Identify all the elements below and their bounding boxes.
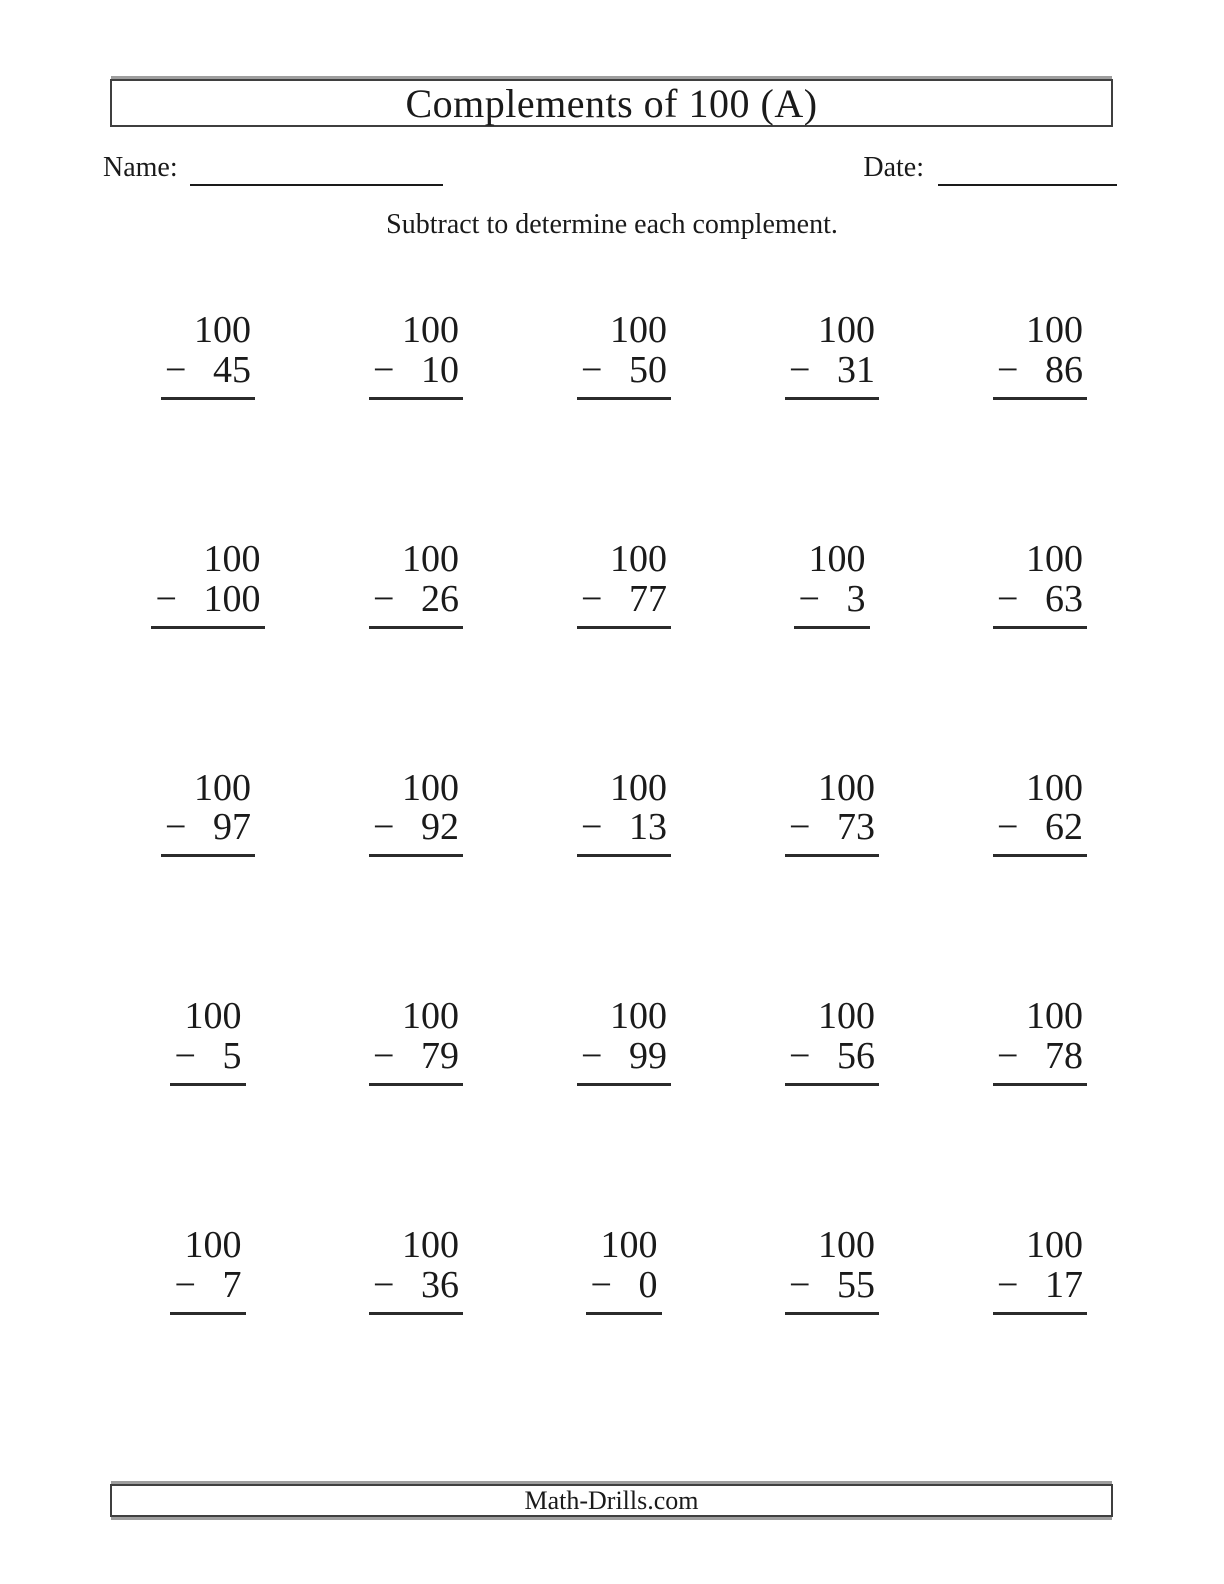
subtraction-problem	[993, 1226, 1087, 1315]
minus-sign: −	[788, 1035, 811, 1078]
subtrahend: 55	[837, 1264, 876, 1307]
subtrahend: 50	[629, 348, 668, 391]
minus-sign: −	[372, 348, 395, 391]
name-label: Name:	[103, 152, 178, 183]
subtrahend: 5	[222, 1035, 242, 1078]
minuend: 100	[402, 995, 460, 1038]
subtraction-problem	[369, 537, 463, 629]
answer-line	[785, 348, 879, 400]
subtrahend: 79	[421, 1035, 460, 1078]
subtrahend: 97	[213, 806, 252, 849]
minuend: 100	[818, 766, 876, 809]
answer-line	[577, 808, 671, 857]
page-title: Complements of 100 (A)	[405, 80, 818, 126]
minuend: 100	[194, 766, 252, 809]
subtrahend: 3	[846, 577, 866, 620]
footer-box	[110, 1484, 1113, 1517]
subtraction-problem	[170, 997, 245, 1086]
answer-line	[993, 1266, 1087, 1315]
subtrahend: 10	[421, 348, 460, 391]
minuend: 100	[818, 1224, 876, 1267]
minuend: 100	[203, 537, 261, 580]
minus-sign: −	[788, 806, 811, 849]
subtrahend: 13	[629, 806, 668, 849]
answer-line	[369, 1037, 463, 1086]
minuend: 100	[194, 309, 252, 351]
minuend: 100	[818, 995, 876, 1038]
answer-line	[993, 1037, 1087, 1086]
minuend: 100	[610, 766, 668, 809]
subtraction-problem	[151, 537, 264, 629]
minus-sign: −	[788, 348, 811, 391]
minuend: 100	[1026, 766, 1084, 809]
minuend: 100	[402, 309, 460, 351]
minus-sign: −	[372, 577, 395, 620]
subtraction-problem	[794, 537, 869, 629]
minuend: 100	[1026, 1224, 1084, 1267]
answer-line	[151, 577, 264, 629]
answer-line	[785, 808, 879, 857]
answer-line	[577, 577, 671, 629]
answer-line	[586, 1266, 661, 1315]
minuend: 100	[808, 537, 866, 580]
minuend: 100	[610, 995, 668, 1038]
answer-line	[369, 577, 463, 629]
answer-line	[170, 1266, 245, 1315]
subtraction-problem	[785, 766, 879, 858]
subtrahend: 56	[837, 1035, 876, 1078]
minuend: 100	[610, 537, 668, 580]
subtraction-problem	[369, 1226, 463, 1315]
subtrahend: 100	[203, 577, 261, 620]
subtrahend: 73	[837, 806, 876, 849]
minus-sign: −	[590, 1264, 612, 1307]
minus-sign: −	[996, 577, 1019, 620]
answer-line	[161, 348, 255, 400]
subtrahend: 7	[222, 1264, 242, 1307]
subtrahend: 17	[1045, 1264, 1084, 1307]
answer-line	[785, 1037, 879, 1086]
minuend: 100	[402, 766, 460, 809]
minuend: 100	[600, 1224, 658, 1267]
subtraction-problem	[161, 766, 255, 858]
minus-sign: −	[372, 1035, 395, 1078]
answer-line	[993, 577, 1087, 629]
subtraction-problem	[369, 766, 463, 858]
minus-sign: −	[174, 1264, 196, 1307]
minus-sign: −	[996, 348, 1019, 391]
subtrahend: 36	[421, 1264, 460, 1307]
minus-sign: −	[996, 1264, 1019, 1307]
date-blank-line	[938, 152, 1117, 186]
subtrahend: 31	[837, 348, 876, 391]
minus-sign: −	[155, 577, 177, 620]
problems-grid	[104, 311, 1144, 1315]
minus-sign: −	[996, 1035, 1019, 1078]
subtraction-problem	[577, 766, 671, 858]
answer-line	[161, 808, 255, 857]
minus-sign: −	[164, 806, 187, 849]
subtrahend: 92	[421, 806, 460, 849]
subtraction-problem	[577, 537, 671, 629]
subtraction-problem	[993, 311, 1087, 400]
answer-line	[170, 1037, 245, 1086]
name-date-row	[103, 152, 1117, 186]
subtrahend: 77	[629, 577, 668, 620]
minuend: 100	[1026, 537, 1084, 580]
subtrahend: 0	[638, 1264, 658, 1307]
minuend: 100	[1026, 309, 1084, 351]
minus-sign: −	[372, 806, 395, 849]
subtraction-problem	[785, 997, 879, 1086]
minuend: 100	[818, 309, 876, 351]
answer-line	[577, 1037, 671, 1086]
answer-line	[794, 577, 869, 629]
answer-line	[993, 808, 1087, 857]
subtraction-problem	[993, 766, 1087, 858]
answer-line	[577, 348, 671, 400]
title-box	[110, 79, 1113, 127]
subtraction-problem	[577, 997, 671, 1086]
subtraction-problem	[577, 311, 671, 400]
minus-sign: −	[580, 806, 603, 849]
minuend: 100	[402, 1224, 460, 1267]
minuend: 100	[402, 537, 460, 580]
minus-sign: −	[580, 1035, 603, 1078]
minus-sign: −	[174, 1035, 196, 1078]
name-blank-line	[190, 152, 443, 186]
subtrahend: 62	[1045, 806, 1084, 849]
subtrahend: 78	[1045, 1035, 1084, 1078]
answer-line	[993, 348, 1087, 400]
minuend: 100	[184, 995, 242, 1038]
minus-sign: −	[580, 577, 603, 620]
minus-sign: −	[798, 577, 820, 620]
minus-sign: −	[372, 1264, 395, 1307]
answer-line	[369, 348, 463, 400]
minus-sign: −	[788, 1264, 811, 1307]
subtraction-problem	[785, 1226, 879, 1315]
subtrahend: 63	[1045, 577, 1084, 620]
subtraction-problem	[369, 311, 463, 400]
subtrahend: 99	[629, 1035, 668, 1078]
subtrahend: 86	[1045, 348, 1084, 391]
answer-line	[369, 1266, 463, 1315]
subtraction-problem	[170, 1226, 245, 1315]
footer-site-name: Math-Drills.com	[524, 1485, 699, 1515]
subtrahend: 26	[421, 577, 460, 620]
subtraction-problem	[586, 1226, 661, 1315]
subtrahend: 45	[213, 348, 252, 391]
minus-sign: −	[580, 348, 603, 391]
minuend: 100	[610, 309, 668, 351]
subtraction-problem	[993, 997, 1087, 1086]
subtraction-problem	[161, 311, 255, 400]
date-label: Date:	[863, 152, 924, 183]
answer-line	[785, 1266, 879, 1315]
minuend: 100	[184, 1224, 242, 1267]
minus-sign: −	[996, 806, 1019, 849]
subtraction-problem	[993, 537, 1087, 629]
subtraction-problem	[785, 311, 879, 400]
instruction-text: Subtract to determine each complement.	[386, 209, 838, 240]
subtraction-problem	[369, 997, 463, 1086]
minus-sign: −	[164, 348, 187, 391]
minuend: 100	[1026, 995, 1084, 1038]
answer-line	[369, 808, 463, 857]
